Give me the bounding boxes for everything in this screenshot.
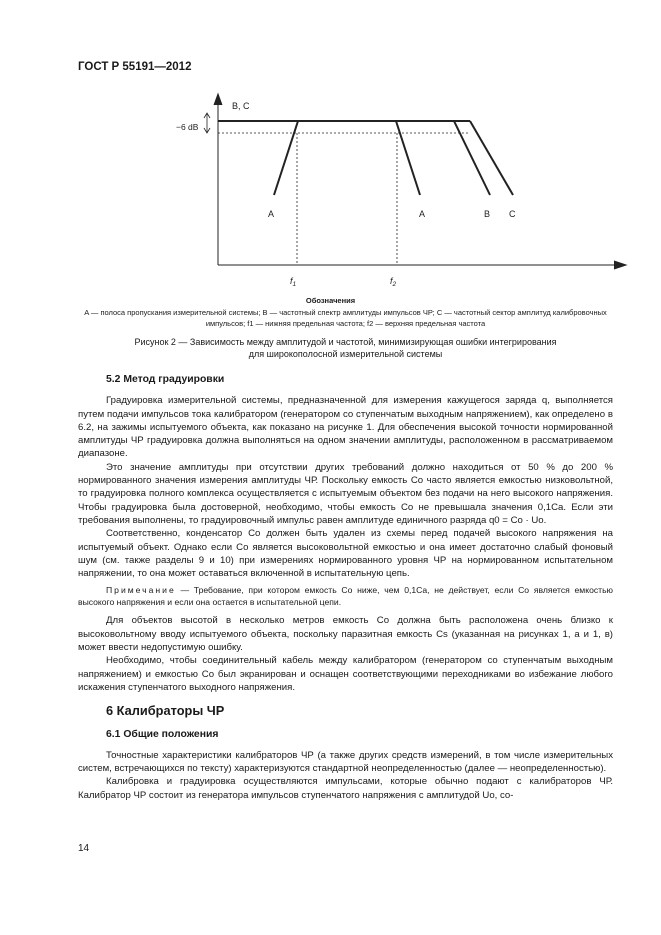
section-5-2-heading: 5.2 Метод градуировки	[106, 374, 225, 385]
paragraph: Градуировка измерительной системы, предназначенной для измерения кажущегося заряда q, выполняется путем подачи импульсов тока калибратором (генератором со ступенчатым выходным напряжением), как определено в 6.2, на зажимы испытуемого объекта, как показано на рисунке 1. Для обеспечения высокой точности нормированной амплитуды ЧР градуировка должна выполняться на одном значении амплитуды, расположенном в рассматриваемом диапазоне.	[78, 395, 613, 460]
paragraph: Соответственно, конденсатор Co должен быть удален из схемы перед подачей высокого напряжения на испытуемый объект. Однако если Co является высоковольтной емкостью и она имеет достаточно слабый фоновый шум (см. также разделы 9 и 10) при измерениях нормированного уровня ЧР на нормированном испытательном напряжении, то она может оставаться включенной в испытательную цепь.	[78, 528, 613, 580]
page-number: 14	[78, 843, 90, 854]
f1-label: $f_1$	[290, 276, 297, 288]
y-axis-arrow	[214, 94, 222, 105]
curve-a-right	[396, 121, 420, 195]
caption-line-1: Рисунок 2 — Зависимость между амплитудой и частотой, минимизирующая ошибки интегрирования	[134, 337, 557, 347]
paragraph: Это значение амплитуды при отсутствии других требований должно находиться от 50 % до 200 % нормированного значения измерения амплитуды ЧР. Поскольку емкость Co часто является емкостью низковольтной, то градуировка полного комплекса осуществляется с испытуемым объектом без подачи на него высокого напряжения. Чтобы градуировка была достоверной, необходимо, чтобы емкость Co не превышала значения 0,1Ca. Если эти требования выполнены, то градуировочный импульс равен амплитуде единичного разряда q0 = Co · Uo.	[78, 461, 613, 526]
note-text: — Требование, при котором емкость Co ниже, чем 0,1Ca, не действует, если Co является емкостью высокого напряжения и если она остается в испытательной цепи.	[78, 585, 613, 608]
caption-line-2: для широкополосной измерительной системы	[248, 348, 443, 359]
level-label: −6 dB	[176, 122, 199, 132]
legend-text: A — полоса пропускания измерительной системы; B — частотный спектр амплитуды импульсов ЧР; C — частотный сектор амплитуд калибровочных импульсов; f1 — нижняя предельная частота; f2 — верхняя предельная частота	[84, 308, 607, 328]
curve-a-left	[274, 121, 298, 195]
paragraph: Необходимо, чтобы соединительный кабель между калибратором (генератором со ступенчатым выходным напряжением) и емкостью Co был экранирован и оснащен соответствующими переходниками во избежание любого искажения ступенчатого выходного напряжения.	[78, 655, 613, 693]
x-axis-arrow	[614, 261, 626, 269]
curve-label-c: C	[509, 209, 516, 219]
paragraph: Калибровка и градуировка осуществляются импульсами, которые обычно подают с калибраторов ЧР. Калибратор ЧР состоит из генератора импульсов ступенчатого напряжения с амплитудой Uo, со-	[78, 776, 613, 801]
curve-label-a-right: A	[419, 209, 426, 219]
amplitude-frequency-figure	[0, 85, 661, 295]
curve-label-a-left: A	[268, 209, 275, 219]
f2-label: $f_2$	[390, 276, 397, 288]
section-6-heading: 6 Калибраторы ЧР	[106, 703, 225, 719]
paragraph: Точностные характеристики калибраторов ЧР (а также других средств измерений, в том числе измерительных систем, встречающихся по тексту) характеризуются стандартной неопределенностью (далее — неопределенностью).	[78, 749, 613, 775]
figure-caption	[78, 337, 613, 360]
main-text	[78, 373, 613, 802]
curve-b	[454, 121, 490, 195]
paragraph: Для объектов высотой в несколько метров емкость Co должна быть расположена очень близко к высоковольтному вводу испытуемого объекта, поскольку паразитная емкость Cs (указанная на рисунках 1, а и 1, в) может ввести недопустимую ошибку.	[78, 615, 613, 654]
y-axis-label: B, C	[232, 101, 250, 111]
section-6-1-heading: 6.1 Общие положения	[106, 728, 219, 740]
note-label: Примечание	[106, 585, 176, 596]
curve-label-b: B	[484, 209, 491, 219]
legend-title: Обозначения	[305, 296, 356, 305]
curve-c	[470, 121, 513, 195]
document-header: ГОСТ Р 55191—2012	[78, 61, 192, 73]
note	[78, 584, 613, 608]
